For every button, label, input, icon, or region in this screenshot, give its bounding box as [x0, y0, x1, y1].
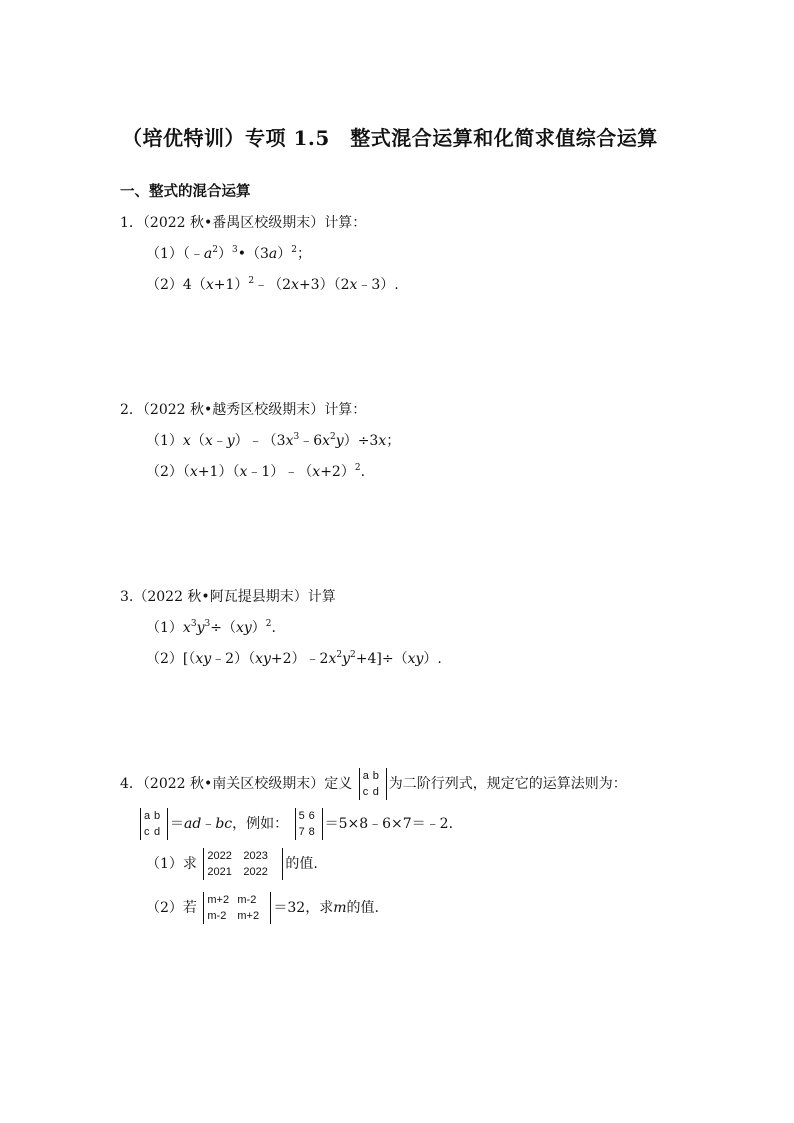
question-3-head: 3.（2022 秋•阿瓦提县期末）计算 [120, 589, 336, 605]
page-title: （培优特训）专项 1.5 整式混合运算和化简求值综合运算 [122, 126, 658, 150]
question-3-part-2: $(2)[(xy﹣2)(xy+2)﹣2x^2y^2+4]\div(xy)$. [146, 650, 442, 667]
question-3-part-1: $(1)x^3y^3\div(xy)^2$. [146, 619, 276, 636]
question-1-head: 1．（2022 秋•番禺区校级期末）计算： [120, 215, 367, 231]
determinant-part-1: 2022 2023 2021 2022 [203, 848, 283, 880]
question-4-part-1: （1）求 2022 2023 2021 2022 的值. [146, 850, 318, 878]
determinant-rule: a b c d [140, 808, 168, 840]
section-heading: 一、整式的混合运算 [120, 183, 251, 200]
determinant-part-2: m+2 m-2 m-2 m+2 [203, 892, 271, 924]
question-4-part-2: （2）若 m+2 m-2 m-2 m+2 ＝32，求m的值. [146, 894, 379, 922]
question-2-part-1: $(1)x(x﹣y)﹣(3x^3﹣6x^2y)\div 3x$； [146, 432, 401, 449]
question-1-part-2: $(2)4(x+1)^2﹣(2x+3)(2x﹣3)$. [146, 276, 399, 293]
question-4-rule: a b c d ＝ad﹣bc，例如： 5 6 7 8 ＝5×8﹣6×7＝﹣2. [138, 808, 453, 840]
determinant-example: 5 6 7 8 [295, 808, 323, 840]
question-1-part-1: $(1)(﹣a^2)^3•(3a)^2$； [146, 245, 312, 262]
question-2-part-2: $(2)(x+1)(x﹣1)﹣(x+2)^2$. [146, 463, 366, 480]
question-4-head: 4．（2022 秋•南关区校级期末）定义 a b c d 为二阶行列式，规定它的运算法则为： [120, 770, 627, 798]
question-2-head: 2．（2022 秋•越秀区校级期末）计算： [120, 402, 367, 418]
determinant-definition: a b c d [359, 768, 387, 800]
